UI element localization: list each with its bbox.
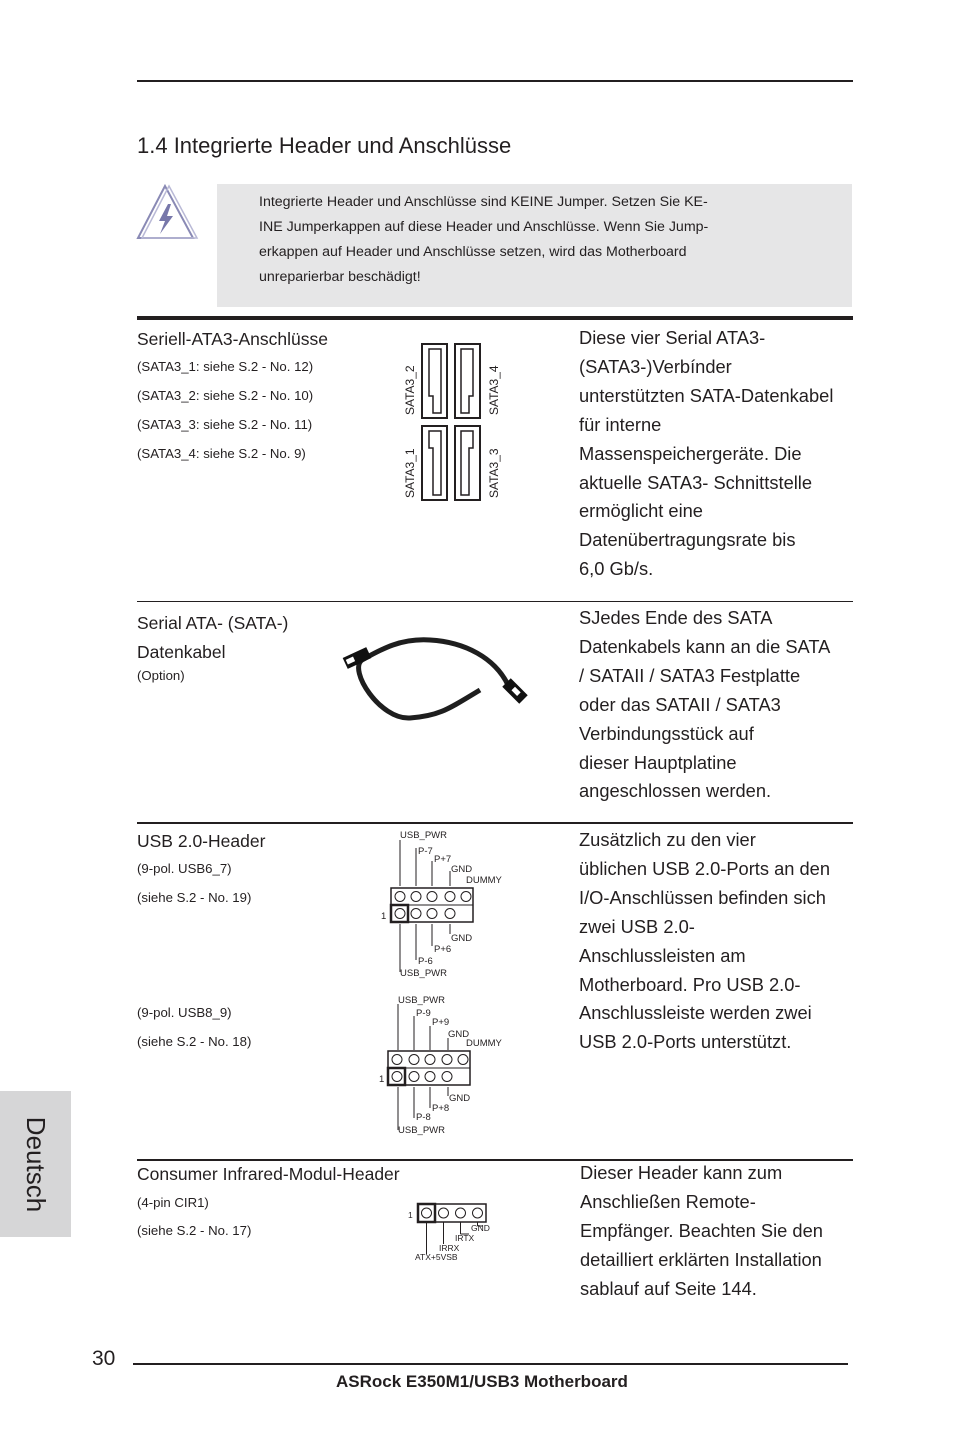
usb-header1-type: (9-pol. USB6_7) (137, 861, 232, 876)
cir-description: Dieser Header kann zum Anschließen Remote- Empfänger. Beachten Sie den detailliert erklärten Installation sablauf auf Seite 144. (580, 1162, 823, 1299)
cable-title: Serial ATA- (SATA-) Datenkabel (137, 613, 289, 662)
cir-atx: ATX+5VSB (415, 1252, 458, 1262)
d1-p-bot1: P-6 (418, 956, 433, 967)
sata3-ref-1: (SATA3_1: siehe S.2 - No. 12) (137, 359, 314, 374)
usb-header2-ref: (siehe S.2 - No. 18) (137, 1034, 252, 1049)
cir-ref: (siehe S.2 - No. 17) (137, 1223, 252, 1238)
sata3-2-label: SATA3_2 (403, 365, 417, 415)
sata3-ref-3: (SATA3_3: siehe S.2 - No. 11) (137, 417, 313, 432)
usb-title: USB 2.0-Header (137, 831, 266, 851)
d2-p-top2: P+9 (432, 1017, 450, 1028)
d2-gnd-bot: GND (449, 1093, 471, 1104)
top-rule (137, 80, 853, 82)
d1-gnd-top: GND (451, 864, 473, 875)
cir-pin1: 1 (408, 1210, 413, 1220)
cable-description: SJedes Ende des SATA Datenkabels kann an die SATA / SATAII / SATA3 Festplatte oder das SATAII / SATA3 Verbindungsstück auf dieser Hauptplatine angeschlossen werden. (579, 607, 831, 802)
sata3-ref-2: (SATA3_2: siehe S.2 - No. 10) (137, 388, 314, 403)
cir-pin-diagram (405, 1198, 505, 1264)
section-rule (137, 822, 853, 824)
cable-option: (Option) (137, 668, 185, 683)
sata3-description: Diese vier Serial ATA3- (SATA3-)Verbínder unterstützten SATA-Datenkabel für interne Massenspeichergeräte. Die aktuelle SATA3- Schnittstelle ermöglicht eine Datenübertragungsrate bis 6,0 Gb/s. (579, 327, 834, 580)
d1-usb-pwr-top: USB_PWR (400, 830, 447, 841)
footer-rule (133, 1363, 848, 1365)
d1-p-top2: P+7 (434, 854, 452, 865)
d1-dummy: DUMMY (466, 875, 502, 886)
sata3-1-label: SATA3_1 (403, 448, 417, 498)
section-rule-thick (137, 316, 853, 320)
usb-description: Zusätzlich zu den vier üblichen USB 2.0-Ports an den I/O-Anschlüssen befinden sich zwei USB 2.0- Anschlussleisten am Motherboard. Pro USB 2.0- Anschlussleiste werden zwei USB 2.0-Ports unterstützt. (579, 829, 831, 1053)
sata3-connector-diagram (398, 340, 508, 505)
language-side-label: Deutsch (21, 1116, 52, 1212)
d1-p-bot2: P+6 (434, 944, 452, 955)
sata3-title: Seriell-ATA3-Anschlüsse (137, 329, 328, 349)
usb-header1-ref: (siehe S.2 - No. 19) (137, 890, 252, 905)
d2-p-bot2: P+8 (432, 1103, 450, 1114)
d2-p-bot1: P-8 (416, 1112, 431, 1123)
d1-p-top1: P-7 (418, 846, 433, 857)
section-rule (137, 601, 853, 602)
usb-header2-type: (9-pol. USB8_9) (137, 1005, 232, 1020)
cir-irrx: IRRX (439, 1243, 460, 1253)
sata3-ref-4: (SATA3_4: siehe S.2 - No. 9) (137, 446, 306, 461)
d1-pin1: 1 (381, 911, 387, 922)
cir-gnd: GND (471, 1223, 490, 1233)
d2-dummy: DUMMY (466, 1038, 502, 1049)
warning-text: Integrierte Header und Anschlüsse sind KEINE Jumper. Setzen Sie KE- INE Jumperkappen auf diese Header und Anschlüsse. Wenn Sie Jump- erkappen auf Header und Anschlüsse setzen, wird das Motherboard unreparierbar beschädigt! (259, 194, 709, 285)
usb89-pin-diagram (376, 990, 516, 1140)
sata-cable-image (340, 630, 530, 725)
d2-gnd-top: GND (448, 1029, 470, 1040)
section-title: 1.4 Integrierte Header und Anschlüsse (137, 133, 512, 158)
cir-title: Consumer Infrared-Modul-Header (137, 1164, 400, 1184)
sata3-3-label: SATA3_3 (487, 448, 501, 498)
warning-icon (135, 183, 199, 243)
d2-usb-pwr-bot: USB_PWR (398, 1125, 445, 1136)
page-number: 30 (92, 1347, 116, 1370)
d1-usb-pwr-bot: USB_PWR (400, 968, 447, 979)
d2-pin1: 1 (379, 1074, 385, 1085)
d1-gnd-bot: GND (451, 933, 473, 944)
cir-type: (4-pin CIR1) (137, 1195, 209, 1210)
footer-text: ASRock E350M1/USB3 Motherboard (336, 1372, 628, 1391)
d2-p-top1: P-9 (416, 1008, 431, 1019)
sata3-4-label: SATA3_4 (487, 365, 501, 415)
usb67-pin-diagram (378, 826, 518, 982)
d2-usb-pwr-top: USB_PWR (398, 995, 445, 1006)
cir-irtx: IRTX (455, 1233, 475, 1243)
